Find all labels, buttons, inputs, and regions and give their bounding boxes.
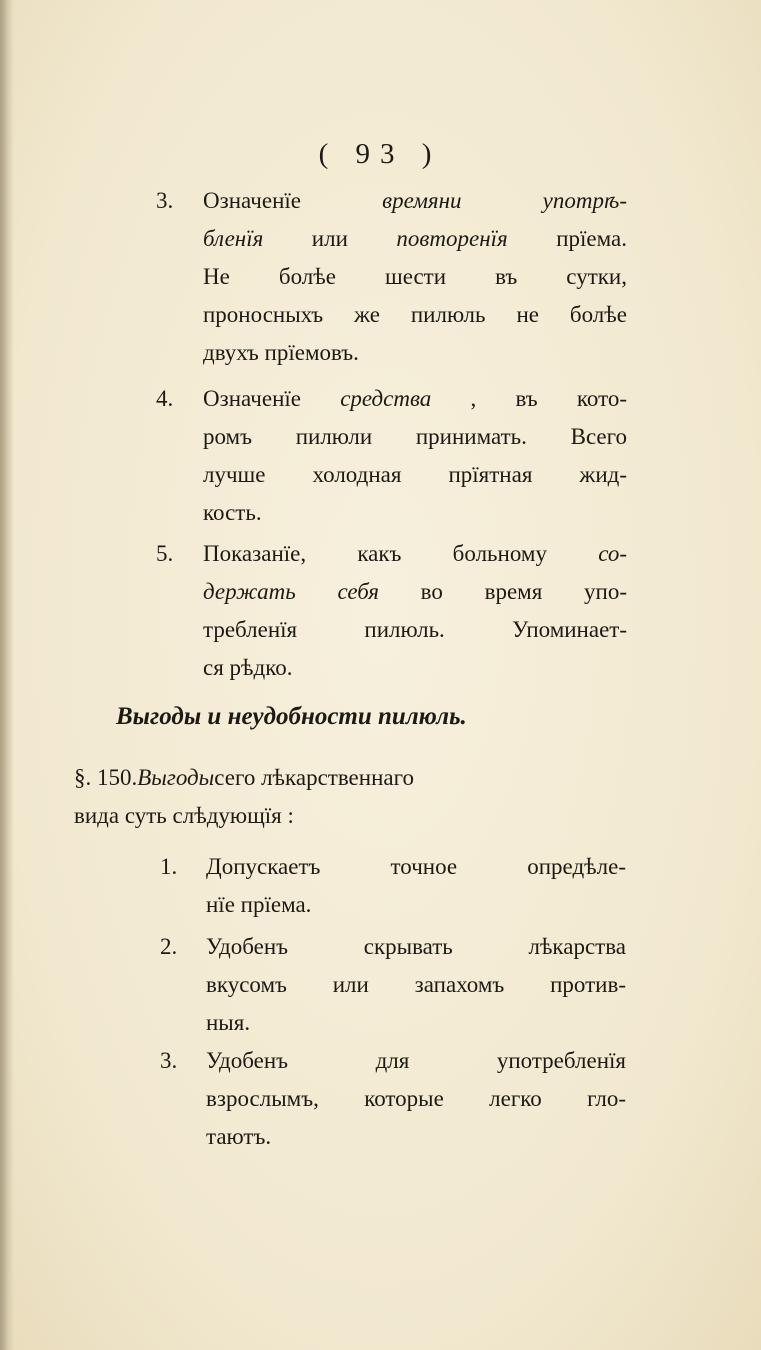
text-run: прїема. xyxy=(507,226,627,251)
item-line xyxy=(203,220,627,258)
text-run: ся рѣдко. xyxy=(203,655,293,680)
item-line xyxy=(203,418,627,456)
item-line xyxy=(203,182,627,220)
paragraph-italic: Выгоды xyxy=(137,765,215,790)
item-line xyxy=(203,296,627,334)
italic-text: бленїя xyxy=(203,226,264,251)
item-number: 3. xyxy=(156,188,174,213)
paragraph-line xyxy=(74,759,624,797)
item-line: Удобенъ скрывать лѣкарства xyxy=(206,934,626,959)
text-run: ромъ пилюли принимать. Всего xyxy=(203,424,627,449)
item-body xyxy=(203,182,627,372)
text-run: во время упо- xyxy=(378,579,628,604)
item-line xyxy=(203,258,627,296)
item-line xyxy=(203,573,627,611)
text-run: кость. xyxy=(203,500,262,525)
text-run: Означенїе xyxy=(203,386,341,411)
page-gutter xyxy=(0,0,14,1350)
item-line xyxy=(203,535,627,573)
item-line xyxy=(203,456,627,494)
item-line xyxy=(203,494,627,532)
text-run: , въ кото- xyxy=(431,386,627,411)
item-line xyxy=(203,334,627,372)
page-number: ( 93 ) xyxy=(318,138,442,170)
text-run: Не болѣе шести въ сутки, xyxy=(203,264,627,289)
text-run: Означенїе xyxy=(203,188,383,213)
item-number: 1. xyxy=(160,854,178,879)
text-run: требленїя пилюль. Упоминает- xyxy=(203,617,627,642)
italic-text: повторенїя xyxy=(396,226,508,251)
paragraph-prefix: §. 150. xyxy=(74,765,138,790)
item-body xyxy=(206,928,626,1042)
item-line xyxy=(203,649,627,687)
text-run: двухъ прїемовъ. xyxy=(203,340,359,365)
item-line: нїе прїема. xyxy=(206,892,312,917)
item-line: Допускаетъ точное опредѣле- xyxy=(206,854,626,879)
item-line: Удобенъ для употребленїя xyxy=(206,1048,626,1073)
italic-text: держать себя xyxy=(203,579,379,604)
item-body xyxy=(203,535,627,687)
item-body xyxy=(203,380,627,532)
item-number: 4. xyxy=(156,386,174,411)
text-run: лучше холодная прїятная жид- xyxy=(203,462,627,487)
italic-text: со- xyxy=(598,541,627,566)
item-line: таютъ. xyxy=(206,1124,272,1149)
section-heading: Выгоды и неудобности пилюль. xyxy=(116,703,467,730)
paragraph-line: вида суть слѣдующїя : xyxy=(74,803,294,828)
item-line: ныя. xyxy=(206,1010,251,1035)
paragraph-rest: сего лѣкарственнаго xyxy=(214,765,414,790)
item-body xyxy=(206,1042,626,1156)
paragraph-150 xyxy=(74,759,624,835)
item-line xyxy=(203,380,627,418)
text-run: проносныхъ же пилюль не болѣе xyxy=(203,302,627,327)
item-body xyxy=(206,848,626,924)
text-run: Показанїе, какъ больному xyxy=(203,541,599,566)
italic-text: времяни употрѣ- xyxy=(382,188,627,213)
item-line: вкусомъ или запахомъ против- xyxy=(206,972,626,997)
item-number: 5. xyxy=(156,541,174,566)
item-line: взрослымъ, которые легко гло- xyxy=(206,1086,626,1111)
item-line xyxy=(203,611,627,649)
item-number: 2. xyxy=(160,934,178,959)
item-number: 3. xyxy=(160,1048,178,1073)
text-run: или xyxy=(263,226,397,251)
italic-text: средства xyxy=(340,386,432,411)
